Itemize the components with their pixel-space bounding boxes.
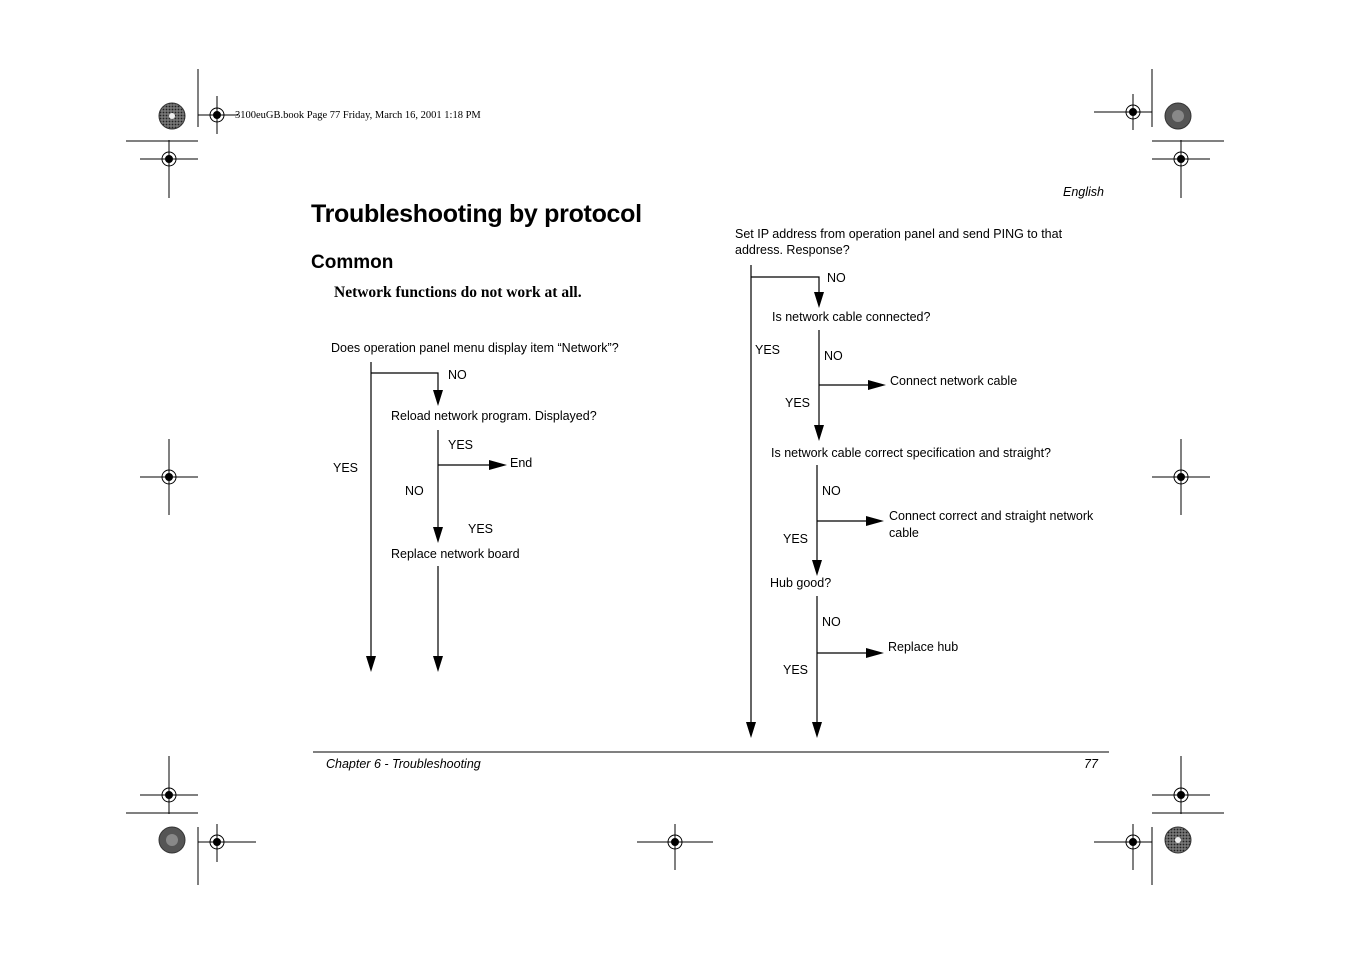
target-5	[140, 439, 198, 515]
right-q1-yes-label: YES	[755, 343, 781, 357]
target-8	[1152, 756, 1210, 814]
right-q3-text: Is network cable correct specification and straight?	[771, 446, 1051, 460]
print-header-info: 3100euGB.book Page 77 Friday, March 16, 2001 1:18 PM	[235, 110, 481, 121]
right-q1-no-label: NO	[827, 271, 846, 285]
right-q3-action-line1: Connect correct and straight network	[889, 509, 1094, 523]
right-q2-action: Connect network cable	[890, 374, 1018, 388]
left-q1-no-label: NO	[448, 368, 467, 382]
right-q4-no-label: NO	[822, 615, 841, 629]
section-heading: Common	[311, 252, 394, 273]
left-q3-text: Replace network board	[391, 547, 520, 561]
target-3	[140, 140, 198, 198]
target-10	[637, 824, 713, 870]
target-11	[1094, 824, 1152, 870]
starburst-bottom-left	[159, 827, 185, 853]
target-2	[1094, 94, 1152, 130]
right-q3-action-line2: cable	[889, 526, 919, 540]
left-q2-yes-label: YES	[448, 438, 474, 452]
right-q2-yes-label: YES	[785, 396, 811, 410]
target-6	[1152, 439, 1210, 515]
right-q2-text: Is network cable connected?	[772, 310, 931, 324]
crop-marks	[126, 69, 1224, 885]
left-q1-text: Does operation panel menu display item “Network”?	[331, 341, 619, 355]
right-q4-action: Replace hub	[888, 640, 959, 654]
right-flowchart-lines	[751, 265, 872, 726]
starburst-top-right	[1165, 103, 1191, 129]
problem-statement: Network functions do not work at all.	[334, 284, 582, 301]
starburst-top-left	[159, 103, 185, 129]
footer-chapter: Chapter 6 - Troubleshooting	[326, 757, 481, 771]
right-q2-no-label: NO	[824, 349, 843, 363]
target-4	[1152, 140, 1210, 198]
left-q1-yes-label: YES	[333, 461, 359, 475]
left-q3-yes-label: YES	[468, 522, 494, 536]
target-7	[140, 756, 198, 814]
right-q1-text-line1: Set IP address from operation panel and send PING to that	[735, 227, 1063, 241]
right-flowchart-arrowheads	[746, 292, 886, 738]
target-1	[198, 96, 238, 134]
footer-page-number: 77	[1084, 757, 1098, 771]
right-q4-text: Hub good?	[770, 576, 832, 590]
right-q1-text-line2: address. Response?	[735, 243, 850, 257]
starburst-bottom-right	[1165, 827, 1191, 853]
language-label: English	[1063, 185, 1104, 199]
registration-targets	[140, 94, 1210, 870]
left-end-label: End	[510, 456, 533, 470]
left-flowchart-lines	[371, 362, 493, 660]
right-q3-yes-label: YES	[783, 532, 809, 546]
page-title: Troubleshooting by protocol	[311, 200, 642, 228]
left-q2-no-label: NO	[405, 484, 424, 498]
target-9	[198, 824, 256, 862]
right-q3-no-label: NO	[822, 484, 841, 498]
left-q2-text: Reload network program. Displayed?	[391, 409, 597, 423]
right-q4-yes-label: YES	[783, 663, 809, 677]
